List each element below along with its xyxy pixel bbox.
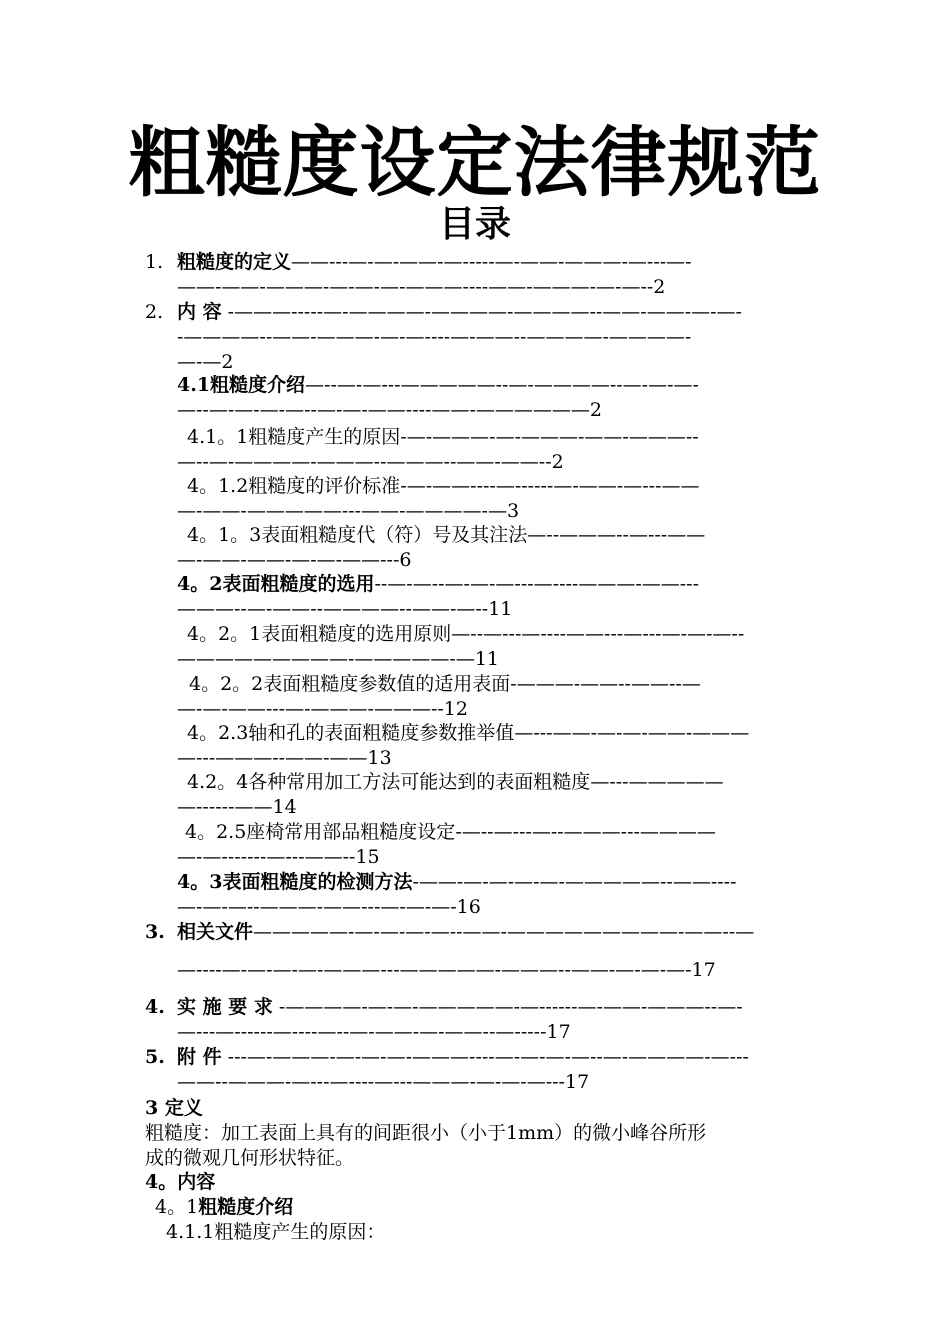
toc-entry-title: 4。2.3轴和孔的表面粗糙度参数推举值 [187, 722, 515, 744]
toc-entry-title: 4。1.2粗糙度的评价标准 [187, 475, 401, 497]
toc-leader: -———-----—-————-————-————--——-——-—-—- [221, 301, 742, 323]
toc-leader: -—-———-—-———-——-———-- [400, 426, 699, 448]
toc-entry-number: 5. [145, 1046, 165, 1068]
toc-leader-page: —--—-————-———--———--——-——--2 [177, 451, 564, 473]
toc-entry-title: 4.2。4各种常用加工方法可能达到的表面粗糙度 [187, 771, 591, 793]
toc-leader: —--—---—----——---—---—-—-—-- [451, 623, 745, 645]
toc-entry-number: 3. [145, 921, 165, 943]
toc-leader: ---—-———-—-—-—-———----—-—-—-—--—-————-—--- [221, 1046, 749, 1068]
section-heading-content: 4。内容 [145, 1171, 216, 1193]
toc-leader-page: —-—-------—---——--15 [177, 846, 380, 868]
section-heading-definition: 3 定义 [145, 1097, 203, 1119]
toc-leader-page: ———--—-——--————--——-—--11 [177, 598, 513, 620]
toc-leader: -———-——--——--— [510, 673, 701, 695]
toc-leader: —————-—-—-—-—--——-—————————-——--— [253, 921, 755, 943]
toc-entry-title: 相关文件 [177, 921, 254, 943]
toc-leader-page: ——-——-———-—-—-—-———----——-———-—-—--2 [177, 276, 666, 298]
toc-leader-page: —---———--——-——13 [177, 747, 392, 769]
subsection-number: 4。1 [155, 1196, 199, 1218]
toc-leader: ——---—-—-——-—-----—-——-———-—---—- [291, 251, 692, 273]
toc-entry-title: 4。2表面粗糙度的选用 [177, 573, 375, 595]
toc-leader-page: —----—-—-—-—-———---—————-———--——-—-—-—-17 [177, 959, 716, 981]
subsubsection-heading: 4.1.1粗糙度产生的原因： [166, 1221, 386, 1243]
toc-leader: -—--—---—--———---———— [455, 821, 716, 843]
toc-entry-title: 附 件 [177, 1046, 222, 1068]
toc-leader: -————-—-—-—————-—------—-——-———--—- [272, 996, 743, 1018]
toc-entry-title: 4。2.5座椅常用部品粗糙度设定 [185, 821, 456, 843]
toc-entry-number: 1. [145, 251, 164, 273]
toc-leader-page: ——--———-—---—----—---———-—-—-—---17 [177, 1071, 590, 1093]
toc-entry-number: 2. [145, 301, 164, 323]
toc-leader-page: —---—------—----—--—-——-—-——--—-----17 [177, 1021, 571, 1043]
toc-leader: —--—-—---—————--—-————--—-—-—- [305, 374, 699, 396]
subsection-heading [155, 1195, 825, 1219]
toc-leader-page: —-——-—————---——-————-—3 [177, 500, 520, 522]
toc-entry-title: 4。1。3表面粗糙度代（符）号及其注法 [187, 524, 528, 546]
document-title: 粗糙度设定法律规范 [128, 118, 822, 207]
toc-heading: 目录 [438, 203, 511, 245]
toc-leader-page: —------——14 [177, 796, 297, 818]
toc-leader-page: —--—-—-—-—--—-—-——----——-——————2 [177, 399, 602, 421]
toc-entry-title: 4。2。2表面粗糙度参数值的适用表面 [189, 673, 511, 695]
toc-leader: -————--——-———-—-—----—-——--————-————- [177, 326, 692, 348]
definition-paragraph-line: 粗糙度：加工表面上具有的间距很小（小于1mm）的微小峰谷所形 [145, 1122, 707, 1144]
toc-leader: --—-—--—-—-—---—----———-——--- [374, 573, 700, 595]
toc-entry-title: 4.1。1粗糙度产生的原因 [187, 426, 401, 448]
toc-leader: -—-——----—------—-——-—---—— [400, 475, 700, 497]
toc-leader: —---——-—-—-——-——— [514, 722, 750, 744]
toc-leader-page: —-——-——-—-—-——---6 [177, 549, 412, 571]
toc-entry-title: 实 施 要 求 [177, 996, 273, 1018]
toc-entry-title: 粗糙度的定义 [177, 251, 292, 273]
toc-entry-title: 4。3表面粗糙度的检测方法 [177, 871, 413, 893]
toc-leader-page: —-—-—--———-——---—-—-—-16 [177, 896, 481, 918]
toc-entry-title: 内 容 [177, 301, 222, 323]
toc-leader-page: —-—2 [177, 351, 234, 373]
toc-leader-page: —————————-—————-—11 [177, 648, 500, 670]
toc-leader-page: —-—-——---—-———-———--12 [177, 698, 468, 720]
toc-leader: —---————— [590, 771, 724, 793]
toc-entry-title: 4。2。1表面粗糙度的选用原则 [187, 623, 452, 645]
toc-entry-number: 4. [145, 996, 165, 1018]
definition-paragraph-line: 成的微观几何形状特征。 [145, 1147, 355, 1169]
toc-leader: -——-—-—-—-—-—————--——---- [412, 871, 737, 893]
toc-entry-title: 4.1粗糙度介绍 [177, 374, 306, 396]
subsection-title: 粗糙度介绍 [198, 1196, 294, 1218]
toc-leader: —--———--—---—— [527, 524, 706, 546]
